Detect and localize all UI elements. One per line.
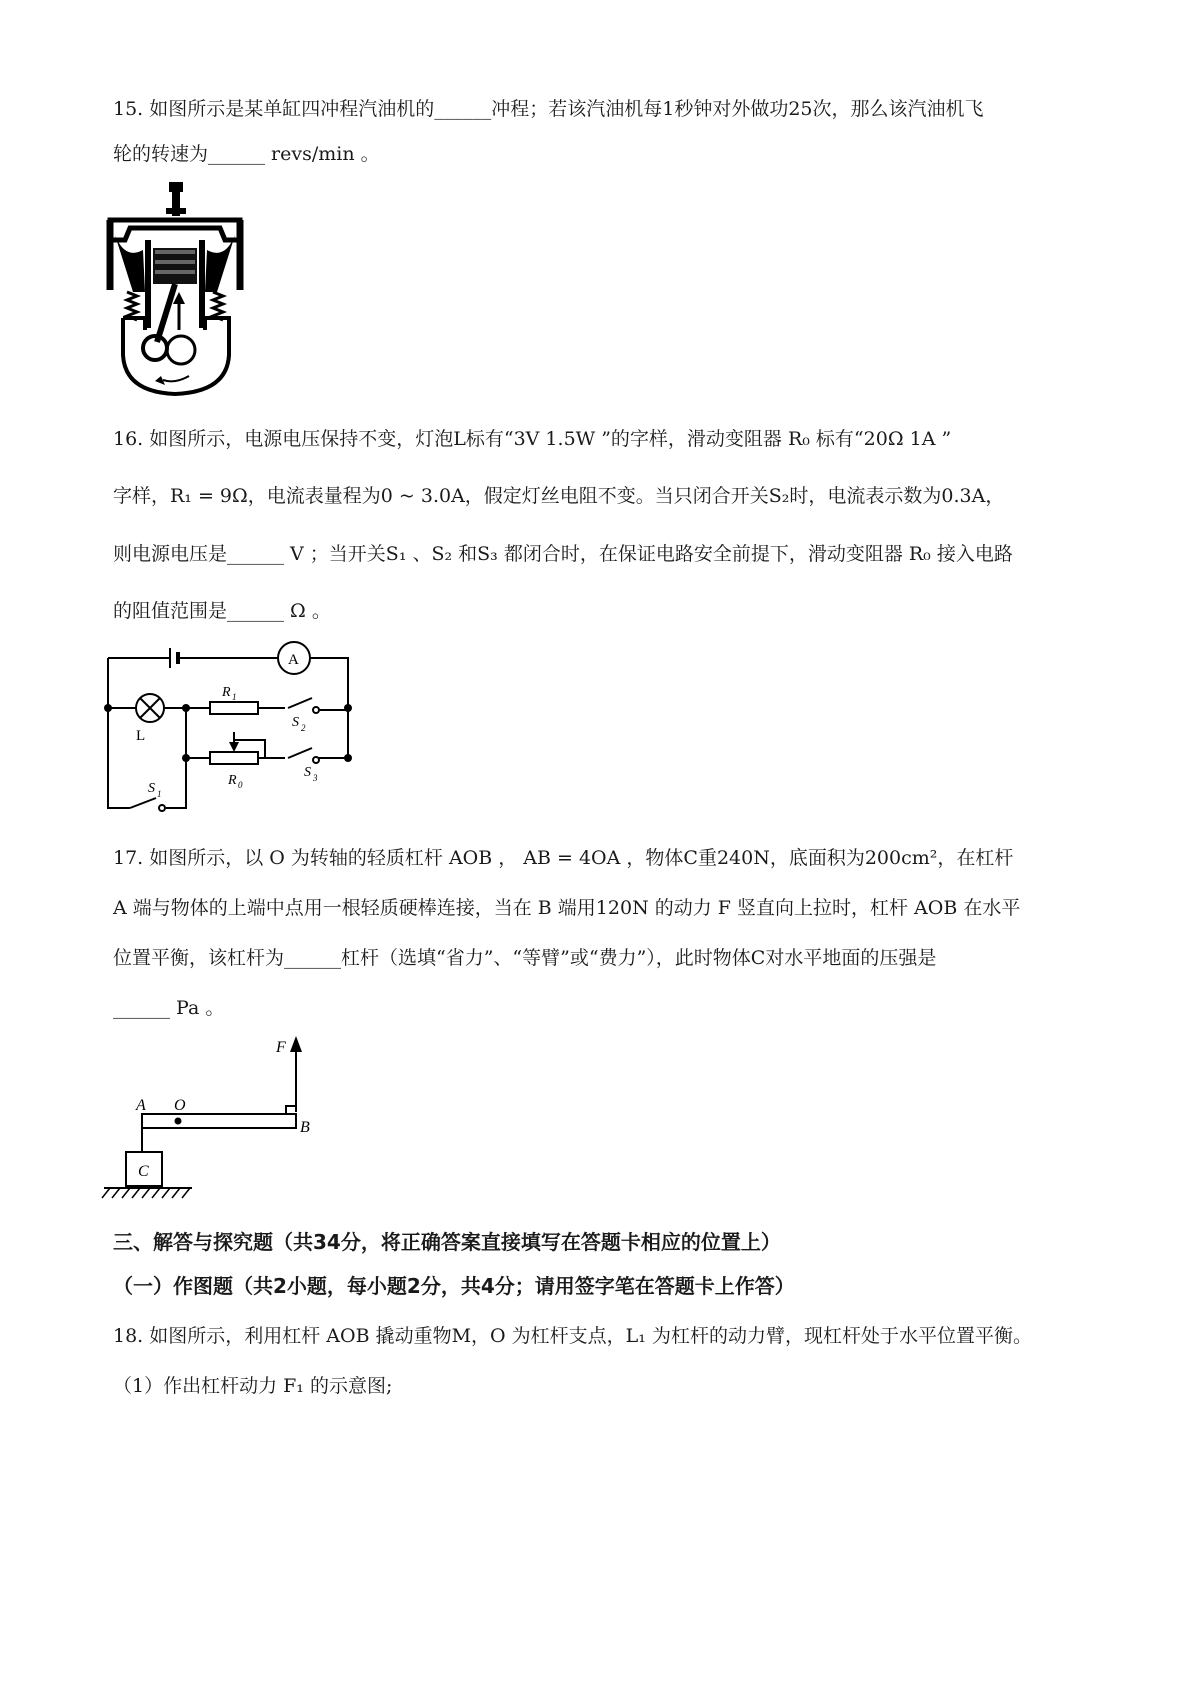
q16-line-2: 字样，R₁ = 9Ω，电流表量程为0 ~ 3.0A，假定灯丝电阻不变。当只闭合开关S₂时，电流表示数为0.3A，	[113, 485, 1005, 507]
lever-o-label: O	[174, 1097, 186, 1114]
engine-figure	[105, 180, 245, 400]
q17-line-4: ______ Pa 。	[113, 997, 225, 1019]
q16-line-3: 则电源电压是______ V ；当开关S₁ 、S₂ 和S₃ 都闭合时，在保证电路安全前提下，滑动变阻器 R₀ 接入电路	[113, 543, 1013, 565]
q15-line-1: 15. 如图所示是某单缸四冲程汽油机的______冲程；若该汽油机每1秒钟对外做功25次，那么该汽油机飞	[113, 98, 984, 120]
q17-line-3: 位置平衡，该杠杆为______杠杆（选填“省力”、“等臂”或“费力”），此时物体C对水平地面的压强是	[113, 947, 937, 969]
lever-a-label: A	[136, 1097, 146, 1114]
q16-line-1: 16. 如图所示，电源电压保持不变，灯泡L标有“3V 1.5W ”的字样，滑动变阻器 R₀ 标有“20Ω 1A ”	[113, 428, 952, 450]
r1-sub: 1	[232, 692, 237, 702]
section-3-title: 三、解答与探究题（共34分，将正确答案直接填写在答题卡相应的位置上）	[113, 1230, 781, 1254]
r1-label: R	[222, 685, 231, 700]
s1-label: S	[148, 781, 155, 796]
r0-label: R	[228, 773, 237, 788]
s2-sub: 2	[301, 723, 306, 733]
q18-line-2: （1）作出杠杆动力 F₁ 的示意图;	[113, 1375, 393, 1397]
s2-label: S	[292, 715, 299, 730]
lever-b-label: B	[300, 1119, 310, 1136]
section-3-subtitle: （一）作图题（共2小题，每小题2分，共4分；请用签字笔在答题卡上作答）	[113, 1274, 795, 1298]
q17-line-2: A 端与物体的上端中点用一根轻质硬棒连接，当在 B 端用120N 的动力 F 竖直向上拉时，杠杆 AOB 在水平	[113, 897, 1021, 919]
s3-label: S	[304, 765, 311, 780]
q17-line-1: 17. 如图所示，以 O 为转轴的轻质杠杆 AOB ， AB = 4OA ，物体C重240N，底面积为200cm²，在杠杆	[113, 847, 1014, 869]
lever-figure	[100, 1030, 330, 1205]
s3-sub: 3	[313, 773, 318, 783]
lever-f-label: F	[276, 1039, 286, 1056]
q15-line-2: 轮的转速为______ revs/min 。	[113, 143, 380, 165]
q16-line-4: 的阻值范围是______ Ω 。	[113, 600, 331, 622]
ammeter-label: A	[288, 652, 299, 668]
q18-line-1: 18. 如图所示，利用杠杆 AOB 撬动重物M，O 为杠杆支点，L₁ 为杠杆的动力臂，现杠杆处于水平位置平衡。	[113, 1325, 1032, 1347]
r0-sub: 0	[238, 780, 243, 790]
block-c-label: C	[138, 1163, 149, 1180]
s1-sub: 1	[157, 789, 162, 799]
lamp-label: L	[136, 728, 146, 744]
circuit-diagram	[100, 640, 370, 820]
